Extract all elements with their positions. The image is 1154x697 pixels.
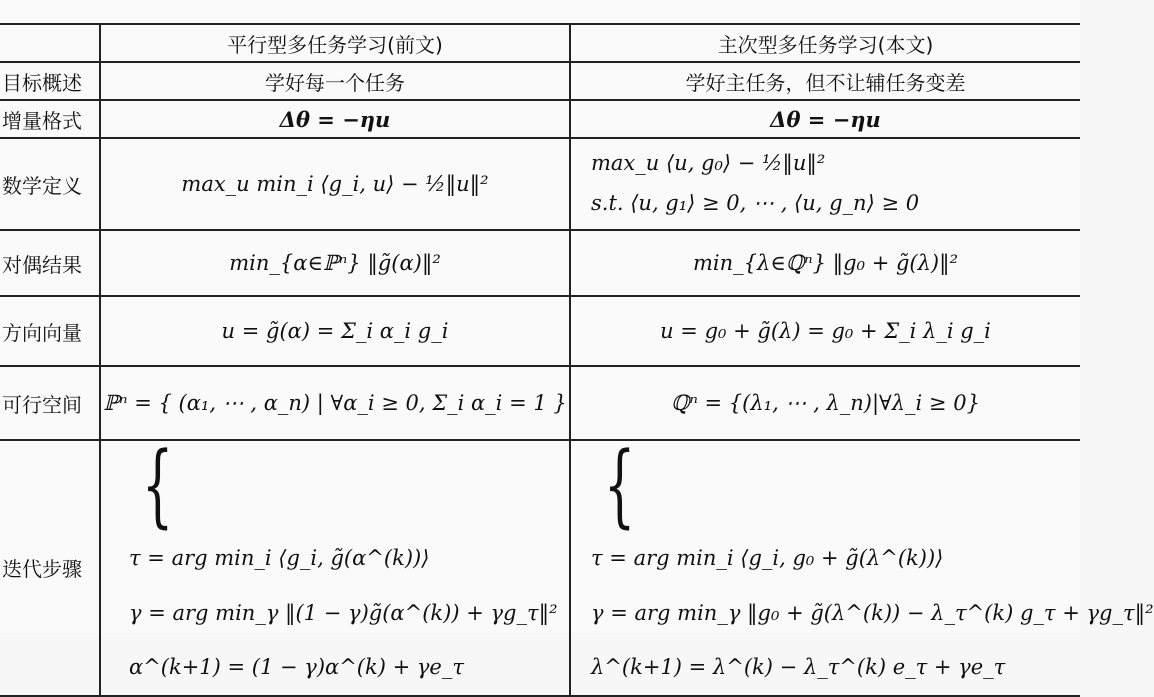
- table-row: [0, 366, 1080, 440]
- cell-right: [570, 138, 1080, 230]
- row-label: 迭代步骤: [0, 440, 100, 696]
- left-brace: {: [141, 433, 174, 538]
- formula-line: γ = arg min_γ ‖g₀ + g̃(λ^(k)) − λ_τ^(k) g_τ + γg_τ‖²: [591, 600, 1154, 625]
- cell-left: Δθ = −ηu: [100, 100, 570, 138]
- formula-line: α^(k+1) = (1 − γ)α^(k) + γe_τ: [129, 655, 464, 680]
- table-row: [0, 62, 1080, 100]
- row-label: 可行空间: [0, 366, 100, 440]
- row-label: 增量格式: [0, 100, 100, 138]
- cell-left: [100, 433, 570, 696]
- formula-line: max_u ⟨u, g₀⟩ − ½‖u‖²: [591, 151, 826, 176]
- cell-right: u = g₀ + g̃(λ) = g₀ + Σ_i λ_i g_i: [570, 296, 1080, 366]
- cell-left: u = g̃(α) = Σ_i α_i g_i: [100, 296, 570, 366]
- cell-left: 学好每一个任务: [100, 62, 570, 100]
- cell-left: ℙⁿ = { (α₁, ⋯ , α_n) | ∀α_i ≥ 0, Σ_i α_i = 1 }: [100, 366, 570, 440]
- cell-right: [570, 433, 1154, 696]
- cell-right: min_{λ∈ℚⁿ} ‖g₀ + g̃(λ)‖²: [570, 230, 1080, 296]
- row-label: 对偶结果: [0, 230, 100, 296]
- table-row: [0, 296, 1080, 366]
- formula-line: λ^(k+1) = λ^(k) − λ_τ^(k) e_τ + γe_τ: [591, 655, 1006, 680]
- row-label: 目标概述: [0, 62, 100, 100]
- comparison-table: [0, 23, 1154, 697]
- cell-left: max_u min_i ⟨g_i, u⟩ − ½‖u‖²: [100, 138, 570, 230]
- formula-line: γ = arg min_γ ‖(1 − γ)g̃(α^(k)) + γg_τ‖²: [129, 600, 558, 625]
- cell-right: 学好主任务，但不让辅任务变差: [570, 62, 1080, 100]
- formula-line: τ = arg min_i ⟨g_i, g₀ + g̃(λ^(k))⟩: [591, 546, 944, 570]
- table-row: [0, 100, 1080, 138]
- row-label: 数学定义: [0, 138, 100, 230]
- left-brace: {: [603, 433, 636, 538]
- formula-line: τ = arg min_i ⟨g_i, g̃(α^(k))⟩: [129, 546, 430, 570]
- formula-line: s.t. ⟨u, g₁⟩ ≥ 0, ⋯ , ⟨u, g_n⟩ ≥ 0: [591, 191, 920, 215]
- table-row: [0, 138, 1080, 230]
- header-primary-secondary: 主次型多任务学习(本文): [570, 24, 1080, 62]
- table-row: [0, 230, 1080, 296]
- table-row: [0, 440, 1080, 696]
- header-parallel: 平行型多任务学习(前文): [100, 24, 570, 62]
- header-empty: [0, 24, 100, 62]
- cell-right: Δθ = −ηu: [570, 100, 1080, 138]
- row-label: 方向向量: [0, 296, 100, 366]
- cell-left: min_{α∈ℙⁿ} ‖g̃(α)‖²: [100, 230, 570, 296]
- header-row: [0, 24, 1080, 62]
- cell-right: ℚⁿ = {(λ₁, ⋯ , λ_n)|∀λ_i ≥ 0}: [570, 366, 1080, 440]
